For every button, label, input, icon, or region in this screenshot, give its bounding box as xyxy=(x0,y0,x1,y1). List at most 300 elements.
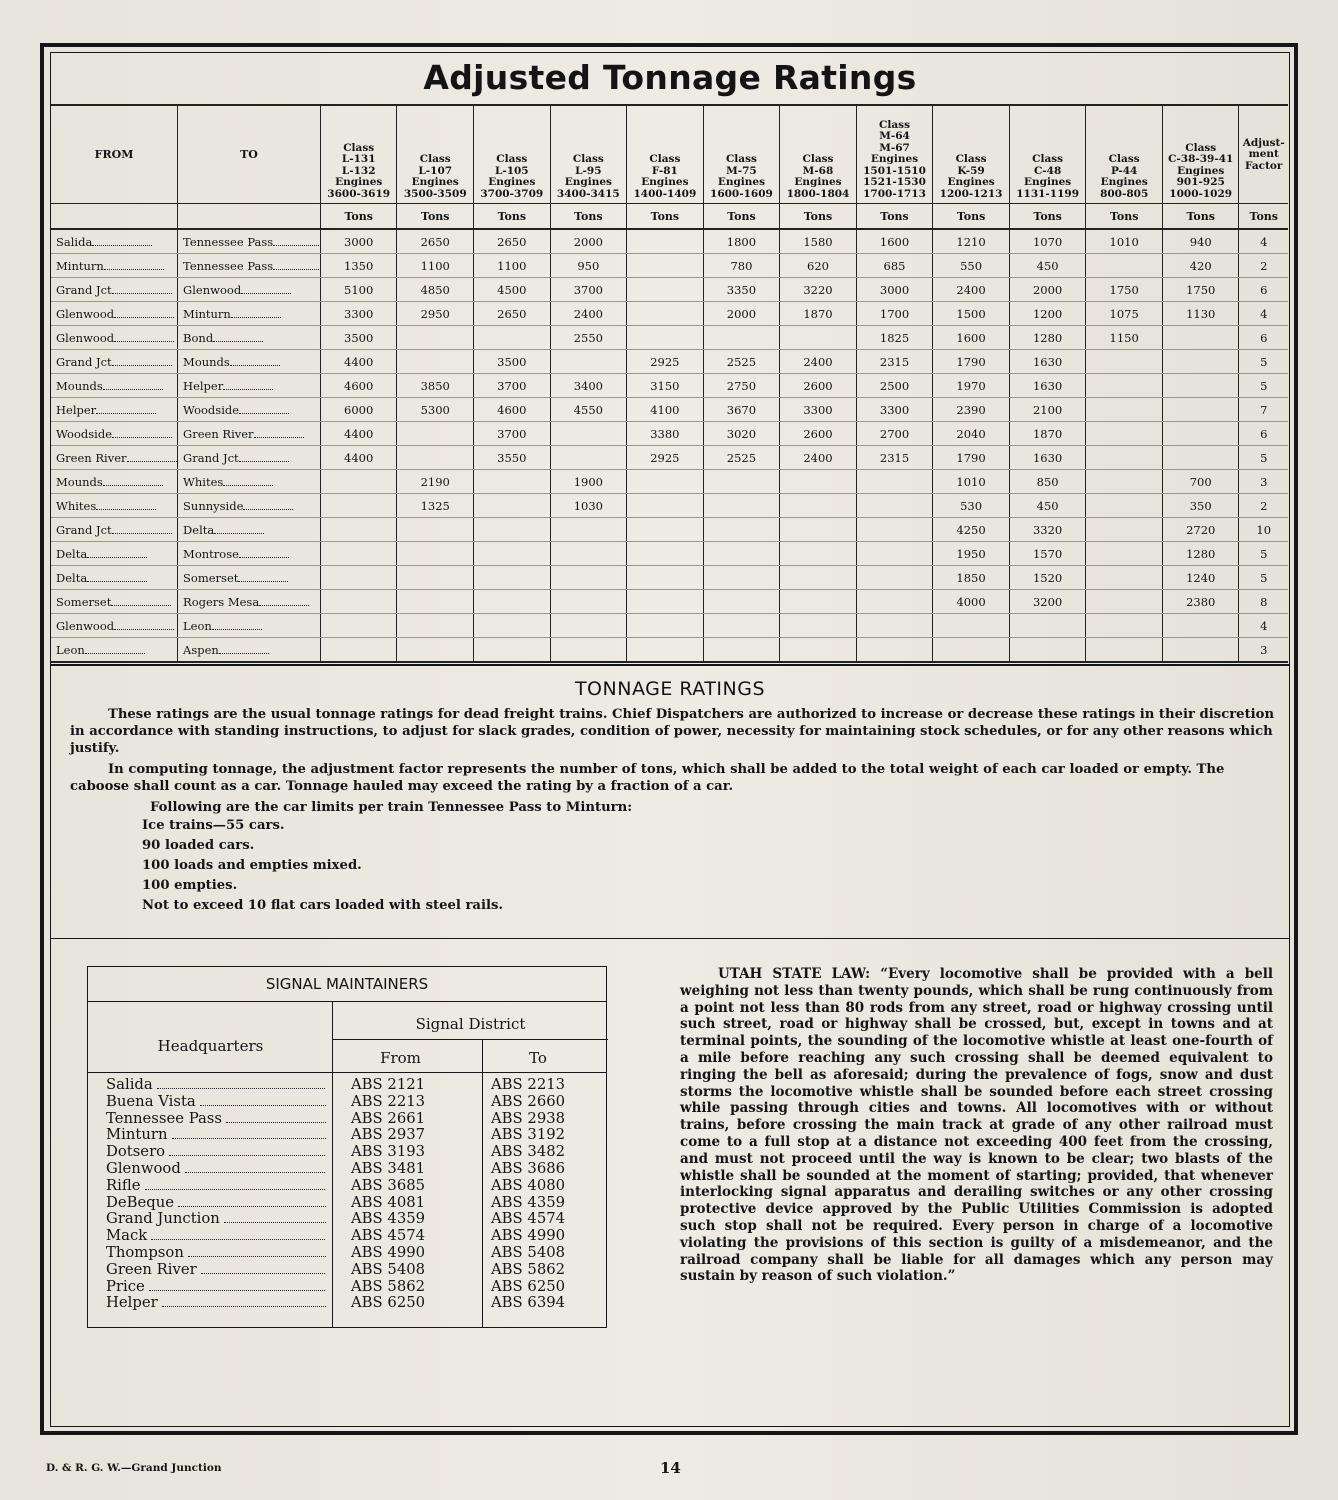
cell-tons: 620 xyxy=(780,254,857,278)
cell-tons: 4600 xyxy=(474,398,551,422)
station-name: Leon xyxy=(183,618,212,633)
signal-to: ABS 3686 xyxy=(491,1159,566,1177)
class-header-line: 1800-1804 xyxy=(786,187,850,200)
cell-tons xyxy=(780,590,857,614)
cell-to xyxy=(178,254,321,278)
cell-tons xyxy=(627,590,704,614)
signal-row xyxy=(88,1279,606,1296)
cell-tons xyxy=(474,590,551,614)
cell-from xyxy=(51,638,178,663)
cell-tons: 1800 xyxy=(703,229,780,254)
cell-tons: 1010 xyxy=(933,470,1010,494)
cell-tons xyxy=(1086,638,1163,663)
cell-tons xyxy=(474,566,551,590)
cell-tons: 2650 xyxy=(397,229,474,254)
table-header-row xyxy=(51,105,1288,204)
leader-dots xyxy=(178,1206,326,1207)
cell-tons xyxy=(1162,446,1239,470)
leader-dots xyxy=(169,1155,326,1156)
cell-tons: 2390 xyxy=(933,398,1010,422)
cell-adjustment-factor: 3 xyxy=(1239,470,1288,494)
cell-tons: 1100 xyxy=(397,254,474,278)
signal-headquarters: Thompson xyxy=(106,1244,184,1261)
signal-hq-cell xyxy=(106,1195,326,1212)
class-header-line: Class xyxy=(419,153,451,165)
cell-from xyxy=(51,398,178,422)
signal-to: ABS 3482 xyxy=(491,1143,566,1161)
car-limit-item: 100 empties. xyxy=(142,878,238,893)
station-name: Glenwood xyxy=(56,618,115,633)
cell-tons: 4400 xyxy=(320,446,397,470)
leader-dots xyxy=(243,500,293,510)
signal-row xyxy=(88,1262,606,1279)
cell-tons: 1570 xyxy=(1009,542,1086,566)
signal-to: ABS 5408 xyxy=(491,1243,566,1261)
utah-state-law xyxy=(680,966,1273,1285)
class-header-line: 1600-1609 xyxy=(710,187,773,200)
cell-tons: 1630 xyxy=(1009,446,1086,470)
column-header-adjustment-factor xyxy=(1239,105,1288,204)
cell-tons xyxy=(627,470,704,494)
units-cell: Tons xyxy=(474,204,551,230)
signal-from: ABS 2937 xyxy=(351,1126,426,1144)
cell-from xyxy=(51,590,178,614)
cell-from xyxy=(51,566,178,590)
class-header-line: Engines xyxy=(1100,176,1148,188)
column-header-class xyxy=(1162,105,1239,204)
cell-tons: 1070 xyxy=(1009,229,1086,254)
cell-tons xyxy=(474,638,551,663)
footer-railroad: D. & R. G. W.—Grand Junction xyxy=(46,1462,222,1474)
station-name: Rogers Mesa xyxy=(183,594,260,609)
cell-tons xyxy=(856,470,933,494)
station-name: Montrose xyxy=(183,546,239,561)
units-cell: Tons xyxy=(397,204,474,230)
leader-dots xyxy=(185,1172,326,1173)
units-cell: Tons xyxy=(856,204,933,230)
cell-tons: 1850 xyxy=(933,566,1010,590)
leader-dots xyxy=(238,572,288,582)
cell-tons xyxy=(320,542,397,566)
cell-tons: 2040 xyxy=(933,422,1010,446)
cell-tons xyxy=(397,350,474,374)
cell-tons: 1970 xyxy=(933,374,1010,398)
cell-tons xyxy=(1162,374,1239,398)
cell-tons xyxy=(627,326,704,350)
cell-adjustment-factor: 3 xyxy=(1239,638,1288,663)
cell-tons: 2000 xyxy=(1009,278,1086,302)
cell-from xyxy=(51,254,178,278)
cell-to xyxy=(178,398,321,422)
cell-tons xyxy=(1086,518,1163,542)
cell-tons xyxy=(703,638,780,663)
cell-tons: 850 xyxy=(1009,470,1086,494)
cell-tons xyxy=(627,302,704,326)
cell-tons: 2380 xyxy=(1162,590,1239,614)
cell-tons xyxy=(320,590,397,614)
cell-tons: 950 xyxy=(550,254,627,278)
station-name: Glenwood xyxy=(56,330,115,345)
section-divider xyxy=(50,938,1290,939)
signal-headquarters: Salida xyxy=(106,1077,153,1093)
cell-tons: 2525 xyxy=(703,446,780,470)
class-header-line: C-48 xyxy=(1033,164,1062,177)
cell-tons xyxy=(320,638,397,663)
station-name: Mounds xyxy=(183,354,230,369)
cell-tons: 1750 xyxy=(1162,278,1239,302)
station-name: Grand Jct xyxy=(56,522,112,537)
signal-from: ABS 6250 xyxy=(351,1294,426,1312)
signal-district-header: Signal District xyxy=(415,1015,526,1033)
cell-tons: 1240 xyxy=(1162,566,1239,590)
cell-to xyxy=(178,494,321,518)
cell-tons: 5100 xyxy=(320,278,397,302)
cell-tons xyxy=(1009,638,1086,663)
cell-to xyxy=(178,542,321,566)
cell-tons: 1325 xyxy=(397,494,474,518)
class-header-line: Engines xyxy=(1177,164,1225,177)
signal-from: ABS 3193 xyxy=(351,1143,426,1161)
cell-tons: 1825 xyxy=(856,326,933,350)
cell-tons: 1750 xyxy=(1086,278,1163,302)
cell-tons: 1580 xyxy=(780,229,857,254)
units-cell: Tons xyxy=(1162,204,1239,230)
cell-tons: 4500 xyxy=(474,278,551,302)
from-header: From xyxy=(380,1049,421,1067)
cell-tons xyxy=(780,326,857,350)
cell-tons xyxy=(1086,422,1163,446)
leader-dots xyxy=(127,452,178,462)
column-header-from: FROM xyxy=(51,105,178,204)
cell-tons xyxy=(780,638,857,663)
signal-to: ABS 2660 xyxy=(491,1092,566,1110)
signal-hq-cell xyxy=(106,1211,326,1228)
tonnage-ratings-heading: TONNAGE RATINGS xyxy=(574,678,766,700)
cell-tons xyxy=(320,470,397,494)
units-cell-to xyxy=(178,204,321,230)
cell-to xyxy=(178,446,321,470)
cell-tons xyxy=(550,590,627,614)
signal-row xyxy=(88,1245,606,1262)
cell-tons: 4100 xyxy=(627,398,704,422)
cell-tons: 3220 xyxy=(780,278,857,302)
cell-from xyxy=(51,614,178,638)
signal-from: ABS 3481 xyxy=(351,1159,426,1177)
table-row xyxy=(51,446,1288,470)
page-number: 14 xyxy=(660,1459,681,1477)
cell-tons xyxy=(1086,374,1163,398)
cell-tons xyxy=(1086,494,1163,518)
cell-adjustment-factor: 5 xyxy=(1239,542,1288,566)
units-cell: Tons xyxy=(933,204,1010,230)
cell-adjustment-factor: 10 xyxy=(1239,518,1288,542)
cell-tons: 4400 xyxy=(320,422,397,446)
cell-tons: 1790 xyxy=(933,350,1010,374)
leader-dots xyxy=(96,500,156,510)
signal-headquarters: Price xyxy=(106,1278,145,1295)
cell-tons xyxy=(550,614,627,638)
table-row xyxy=(51,422,1288,446)
cell-tons xyxy=(474,518,551,542)
cell-tons: 6000 xyxy=(320,398,397,422)
class-header-line: Class xyxy=(1185,141,1217,154)
cell-adjustment-factor: 2 xyxy=(1239,494,1288,518)
cell-tons: 1130 xyxy=(1162,302,1239,326)
signal-header-rule xyxy=(88,1072,606,1073)
units-row xyxy=(51,204,1288,230)
station-name: Woodside xyxy=(183,402,240,417)
cell-tons xyxy=(320,566,397,590)
cell-tons xyxy=(703,590,780,614)
cell-tons: 2500 xyxy=(856,374,933,398)
class-header-line: 1501-1510 xyxy=(863,164,926,177)
class-header-line: 1521-1530 xyxy=(863,176,926,188)
leader-dots xyxy=(103,476,163,486)
station-name: Minturn xyxy=(56,258,104,273)
class-header-line: Engines xyxy=(1024,176,1072,188)
units-cell: Tons xyxy=(627,204,704,230)
units-cell: Tons xyxy=(1009,204,1086,230)
cell-tons: 1790 xyxy=(933,446,1010,470)
utah-law-lead: UTAH STATE LAW: xyxy=(718,966,871,982)
station-name: Grand Jct xyxy=(183,450,239,465)
cell-tons xyxy=(1086,446,1163,470)
cell-tons xyxy=(780,566,857,590)
leader-dots xyxy=(151,1239,326,1240)
signal-from: ABS 5408 xyxy=(351,1260,426,1278)
cell-to xyxy=(178,422,321,446)
signal-maintainers-box xyxy=(87,966,607,1328)
cell-tons: 2925 xyxy=(627,446,704,470)
cell-tons xyxy=(856,542,933,566)
cell-tons xyxy=(703,614,780,638)
station-name: Minturn xyxy=(183,306,231,321)
units-cell: Tons xyxy=(550,204,627,230)
cell-tons xyxy=(397,518,474,542)
car-limits xyxy=(70,799,1280,916)
station-name: Delta xyxy=(183,522,215,537)
signal-headquarters: Tennessee Pass xyxy=(106,1110,222,1127)
leader-dots xyxy=(273,260,320,270)
cell-tons xyxy=(1086,350,1163,374)
class-header-line: P-44 xyxy=(1111,164,1138,177)
column-header-class xyxy=(397,105,474,204)
cell-tons: 3380 xyxy=(627,422,704,446)
cell-tons: 1600 xyxy=(933,326,1010,350)
signal-to: ABS 4080 xyxy=(491,1176,566,1194)
table-row xyxy=(51,518,1288,542)
class-header-line: 800-805 xyxy=(1100,187,1149,200)
signal-row xyxy=(88,1228,606,1245)
signal-to: ABS 3192 xyxy=(491,1126,566,1144)
cell-tons: 3200 xyxy=(1009,590,1086,614)
cell-tons xyxy=(1086,470,1163,494)
cell-tons xyxy=(1086,566,1163,590)
signal-row xyxy=(88,1127,606,1144)
station-name: Grand Jct xyxy=(56,354,112,369)
cell-tons: 1520 xyxy=(1009,566,1086,590)
leader-dots xyxy=(149,1290,326,1291)
cell-to xyxy=(178,590,321,614)
cell-tons xyxy=(1162,638,1239,663)
cell-tons: 3500 xyxy=(474,350,551,374)
cell-to xyxy=(178,518,321,542)
station-name: Delta xyxy=(56,546,88,561)
cell-tons: 1950 xyxy=(933,542,1010,566)
class-header-line: 1200-1213 xyxy=(939,187,1003,200)
signal-row xyxy=(88,1161,606,1178)
cell-tons xyxy=(780,494,857,518)
signal-headquarters: Green River xyxy=(106,1261,197,1278)
cell-tons: 3850 xyxy=(397,374,474,398)
class-header-line: Engines xyxy=(870,153,919,165)
cell-tons: 4250 xyxy=(933,518,1010,542)
signal-hq-cell xyxy=(106,1262,326,1279)
leader-dots xyxy=(224,1222,326,1223)
table-body xyxy=(51,229,1288,662)
cell-tons xyxy=(933,614,1010,638)
cell-tons xyxy=(627,542,704,566)
station-name: Aspen xyxy=(183,642,219,657)
signal-to: ABS 6394 xyxy=(491,1294,566,1312)
signal-hq-cell xyxy=(106,1094,326,1111)
class-header-line: Class xyxy=(802,153,834,165)
cell-tons xyxy=(1162,614,1239,638)
class-header-line: 1131-1199 xyxy=(1016,187,1080,200)
table-row xyxy=(51,638,1288,663)
station-name: Glenwood xyxy=(56,306,115,321)
leader-dots xyxy=(87,572,147,582)
station-name: Green River xyxy=(183,426,254,441)
class-header-line: 3600-3619 xyxy=(327,187,391,200)
cell-tons xyxy=(397,446,474,470)
leader-dots xyxy=(114,620,174,630)
station-name: Woodside xyxy=(56,426,112,441)
cell-adjustment-factor: 5 xyxy=(1239,566,1288,590)
column-header-class xyxy=(320,105,397,204)
station-name: Leon xyxy=(56,642,85,657)
ratings-paragraph-2: In computing tonnage, the adjustment factor represents the number of tons, which shall be added to the total weight of each car loaded or empty. The caboose shall count as a car. Tonnage hauled may exceed the rating by a fraction of a car. xyxy=(70,762,1225,794)
table-row xyxy=(51,229,1288,254)
class-header-line: Class xyxy=(879,118,911,131)
table-row xyxy=(51,494,1288,518)
cell-tons xyxy=(550,566,627,590)
cell-tons: 1010 xyxy=(1086,229,1163,254)
class-header-line: M-64 xyxy=(879,130,910,142)
cell-tons: 1900 xyxy=(550,470,627,494)
cell-adjustment-factor: 5 xyxy=(1239,374,1288,398)
signal-from: ABS 2121 xyxy=(351,1076,426,1093)
cell-tons xyxy=(474,494,551,518)
leader-dots xyxy=(87,548,147,558)
cell-tons: 700 xyxy=(1162,470,1239,494)
signal-from: ABS 2213 xyxy=(351,1092,426,1110)
cell-tons xyxy=(703,518,780,542)
cell-tons: 3000 xyxy=(856,278,933,302)
class-header-line: Engines xyxy=(641,176,689,188)
cell-adjustment-factor: 7 xyxy=(1239,398,1288,422)
cell-tons: 4400 xyxy=(320,350,397,374)
class-header-line: 3700-3709 xyxy=(480,187,544,200)
class-header-line: C-38-39-41 xyxy=(1168,153,1234,165)
cell-tons: 1630 xyxy=(1009,374,1086,398)
cell-tons: 3500 xyxy=(320,326,397,350)
leader-dots xyxy=(259,596,309,606)
signal-row xyxy=(88,1111,606,1128)
signal-to: ABS 4359 xyxy=(491,1193,566,1211)
column-header-class xyxy=(627,105,704,204)
cell-tons xyxy=(474,470,551,494)
cell-tons: 780 xyxy=(703,254,780,278)
cell-tons xyxy=(780,542,857,566)
cell-tons xyxy=(550,350,627,374)
cell-tons xyxy=(397,566,474,590)
station-name: Bond xyxy=(183,330,214,345)
leader-dots xyxy=(114,332,174,342)
car-limits-list xyxy=(70,816,1280,916)
class-header-line: M-67 xyxy=(879,141,910,154)
cell-tons: 5300 xyxy=(397,398,474,422)
class-header-line: Engines xyxy=(335,176,383,188)
units-cell: Tons xyxy=(1239,204,1288,230)
cell-tons: 2650 xyxy=(474,302,551,326)
cell-tons xyxy=(320,614,397,638)
cell-tons: 4600 xyxy=(320,374,397,398)
cell-tons xyxy=(856,638,933,663)
table-bottom-rule xyxy=(50,664,1290,666)
column-header-class xyxy=(1086,105,1163,204)
cell-tons xyxy=(550,446,627,470)
cell-tons: 2315 xyxy=(856,446,933,470)
cell-tons: 2400 xyxy=(780,446,857,470)
signal-to: ABS 2938 xyxy=(491,1109,566,1127)
cell-tons: 2925 xyxy=(627,350,704,374)
cell-tons: 1870 xyxy=(1009,422,1086,446)
table-row xyxy=(51,278,1288,302)
cell-tons xyxy=(1086,254,1163,278)
signal-hq-cell xyxy=(106,1178,326,1195)
cell-tons: 4850 xyxy=(397,278,474,302)
cell-tons: 3000 xyxy=(320,229,397,254)
cell-tons: 1150 xyxy=(1086,326,1163,350)
leader-dots xyxy=(226,1122,326,1123)
signal-row xyxy=(88,1178,606,1195)
car-limits-intro: Following are the car limits per train Tennessee Pass to Minturn: xyxy=(150,800,633,815)
cell-tons: 3700 xyxy=(474,374,551,398)
cell-from xyxy=(51,374,178,398)
table-row xyxy=(51,470,1288,494)
class-header-line: Engines xyxy=(488,176,536,188)
table-row xyxy=(51,326,1288,350)
signal-hq-cell xyxy=(106,1111,326,1128)
leader-dots xyxy=(85,644,145,654)
leader-dots xyxy=(157,1088,326,1089)
class-header-line: L-95 xyxy=(575,164,602,177)
cell-to xyxy=(178,566,321,590)
class-header-line: Class xyxy=(725,153,757,165)
leader-dots xyxy=(239,452,289,462)
class-header-line: 1400-1409 xyxy=(633,187,697,200)
signal-maintainers-title: SIGNAL MAINTAINERS xyxy=(265,975,429,993)
column-header-class xyxy=(1009,105,1086,204)
cell-adjustment-factor: 4 xyxy=(1239,229,1288,254)
leader-dots xyxy=(214,524,264,534)
cell-tons: 685 xyxy=(856,254,933,278)
cell-tons: 1200 xyxy=(1009,302,1086,326)
cell-adjustment-factor: 6 xyxy=(1239,278,1288,302)
class-header-line: 901-925 xyxy=(1176,176,1225,188)
leader-dots xyxy=(213,332,263,342)
